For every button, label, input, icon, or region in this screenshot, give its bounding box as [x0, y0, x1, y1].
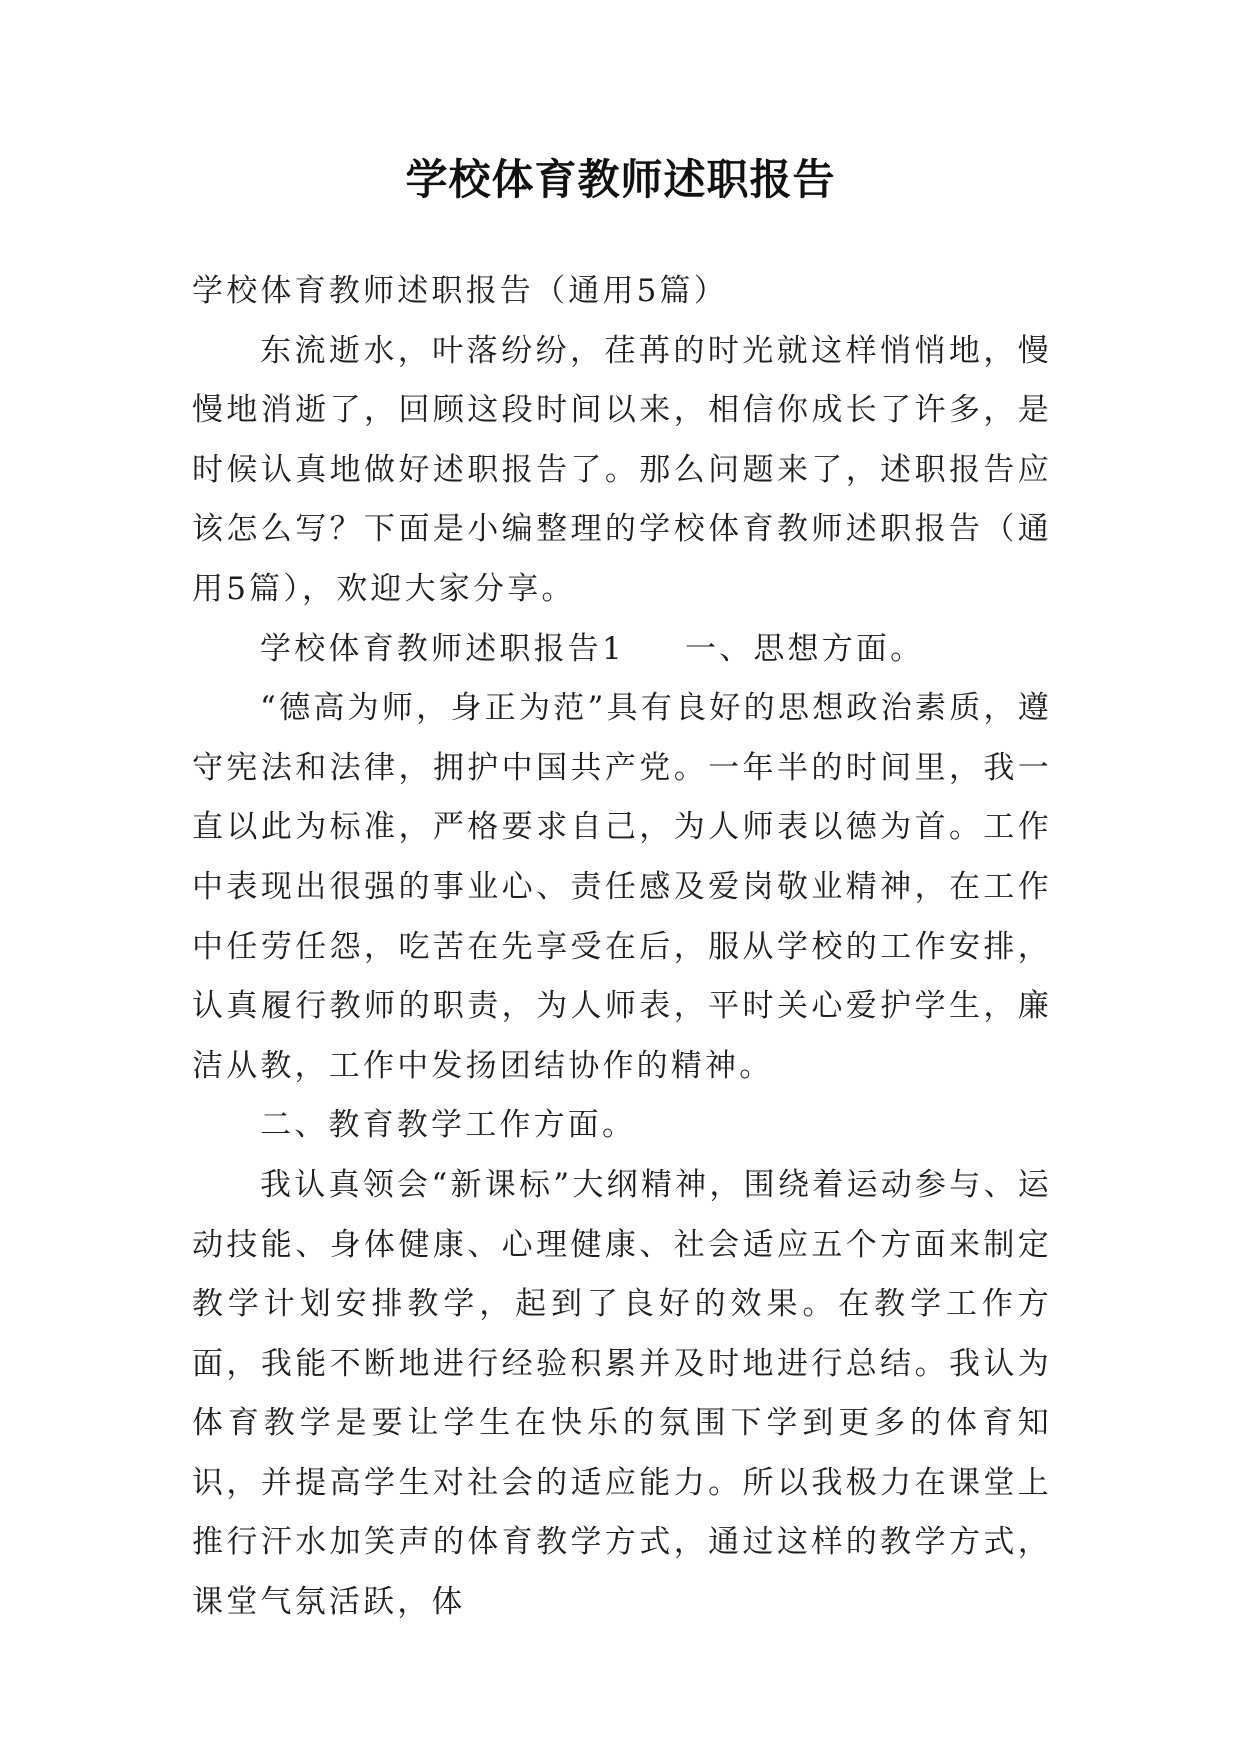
- section-subheading: 一、思想方面。: [684, 630, 925, 667]
- document-title: 学校体育教师述职报告: [405, 155, 836, 204]
- subtitle-line: 学校体育教师述职报告（通用5篇）: [192, 273, 728, 309]
- document-body: [192, 262, 1052, 1633]
- teaching-heading: 二、教育教学工作方面。: [260, 1107, 637, 1144]
- intro-paragraph: 东流逝水，叶落纷纷，荏苒的时光就这样悄悄地，慢慢地消逝了，回顾这段时间以来，相信你成长了许多，是时候认真地做好述职报告了。那么问题来了，述职报告应该怎么写？下面是小编整理的学校体育教师述职报告（通用5篇），欢迎大家分享。: [192, 332, 1052, 607]
- section-heading: 学校体育教师述职报告1: [260, 630, 625, 667]
- section-heading-line: [192, 620, 1052, 680]
- ideology-paragraph: “德高为师，身正为范”具有良好的思想政治素质，遵守宪法和法律，拥护中国共产党。一年半的时间里，我一直以此为标准，严格要求自己，为人师表以德为首。工作中表现出很强的事业心、责任感及爱岗敬业精神，在工作中任劳任怨，吃苦在先享受在后，服从学校的工作安排，认真履行教师的职责，为人师表，平时关心爱护学生，廉洁从教，工作中发扬团结协作的精神。: [192, 690, 1052, 1084]
- teaching-paragraph: 我认真领会“新课标”大纲精神，围绕着运动参与、运动技能、身体健康、心理健康、社会适应五个方面来制定教学计划安排教学，起到了良好的效果。在教学工作方面，我能不断地进行经验积累并及时地进行总结。我认为体育教学是要让学生在快乐的氛围下学到更多的体育知识，并提高学生对社会的适应能力。所以我极力在课堂上推行汗水加笑声的体育教学方式，通过这样的教学方式，课堂气氛活跃，体: [192, 1166, 1052, 1621]
